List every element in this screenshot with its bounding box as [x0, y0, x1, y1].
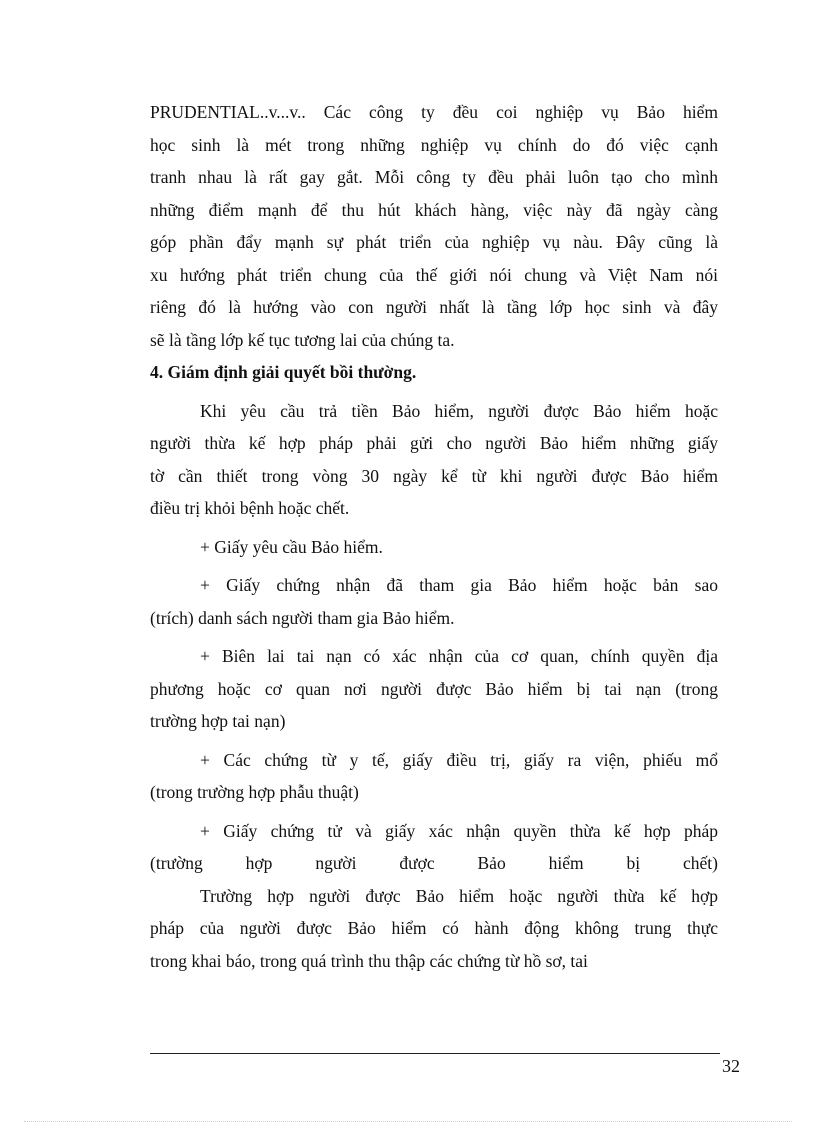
- text-line: (trường hợp người được Bảo hiểm bị chết): [150, 853, 718, 873]
- text-line: học sinh là mét trong những nghiệp vụ chính do đó việc cạnh: [150, 134, 718, 155]
- text-line: trong khai báo, trong quá trình thu thập các chứng từ hồ sơ, tai: [150, 950, 588, 971]
- text-line: tranh nhau là rất gay gắt. Mỗi công ty đều phải luôn tạo cho mình: [150, 167, 718, 187]
- text-line: + Biên lai tai nạn có xác nhận của cơ quan, chính quyền địa: [200, 646, 718, 666]
- text-line: + Các chứng từ y tế, giấy điều trị, giấy ra viện, phiếu mổ: [200, 749, 718, 770]
- text-line: + Giấy chứng tử và giấy xác nhận quyền thừa kế hợp pháp: [200, 820, 718, 841]
- list-item-accident-receipt: [150, 640, 718, 738]
- list-item-request-form: [150, 531, 718, 564]
- text-line: (trích) danh sách người tham gia Bảo hiểm.: [150, 607, 455, 628]
- text-line: trường hợp tai nạn): [150, 711, 286, 731]
- text-line: điều trị khỏi bệnh hoặc chết.: [150, 498, 350, 518]
- text-line: Khi yêu cầu trả tiền Bảo hiểm, người được Bảo hiểm hoặc: [200, 400, 718, 421]
- list-item-certificate: [150, 569, 718, 634]
- page-bottom-border: [24, 1121, 792, 1122]
- page-number: 32: [722, 1056, 740, 1076]
- text-line: (trong trường hợp phẫu thuật): [150, 782, 359, 802]
- text-line: sẽ là tầng lớp kế tục tương lai của chúng ta.: [150, 329, 455, 350]
- body-text: [150, 96, 718, 977]
- text-line: riêng đó là hướng vào con người nhất là tầng lớp học sinh và đây: [150, 297, 718, 317]
- paragraph-insurance-competition: [150, 96, 718, 356]
- text-line: góp phần đẩy mạnh sự phát triển của nghiệp vụ nàu. Đây cũng là: [150, 232, 718, 252]
- text-line: + Giấy chứng nhận đã tham gia Bảo hiểm hoặc bản sao: [200, 575, 718, 595]
- list-item-medical-documents: [150, 744, 718, 809]
- text-line: Trường hợp người được Bảo hiểm hoặc người thừa kế hợp: [200, 885, 718, 906]
- text-line: PRUDENTIAL..v...v.. Các công ty đều coi nghiệp vụ Bảo hiểm: [150, 102, 718, 122]
- paragraph-dishonest-declaration: [150, 880, 718, 978]
- text-line: phương hoặc cơ quan nơi người được Bảo hiểm bị tai nạn (trong: [150, 678, 718, 699]
- list-item-death-certificate: [150, 815, 718, 880]
- text-line: tờ cần thiết trong vòng 30 ngày kể từ khi người được Bảo hiểm: [150, 465, 718, 486]
- text-line: xu hướng phát triển chung của thế giới nói chung và Việt Nam nói: [150, 264, 718, 285]
- text-line: pháp của người được Bảo hiểm có hành động không trung thực: [150, 918, 718, 938]
- text-line: người thừa kế hợp pháp phải gửi cho người Bảo hiểm những giấy: [150, 433, 718, 453]
- text-line: + Giấy yêu cầu Bảo hiểm.: [200, 536, 383, 557]
- paragraph-claim-request: [150, 395, 718, 525]
- text-line: những điểm mạnh để thu hút khách hàng, việc này đã ngày càng: [150, 199, 718, 220]
- section-heading: 4. Giám định giải quyết bồi thường.: [150, 362, 417, 382]
- footer-divider: [150, 1053, 720, 1054]
